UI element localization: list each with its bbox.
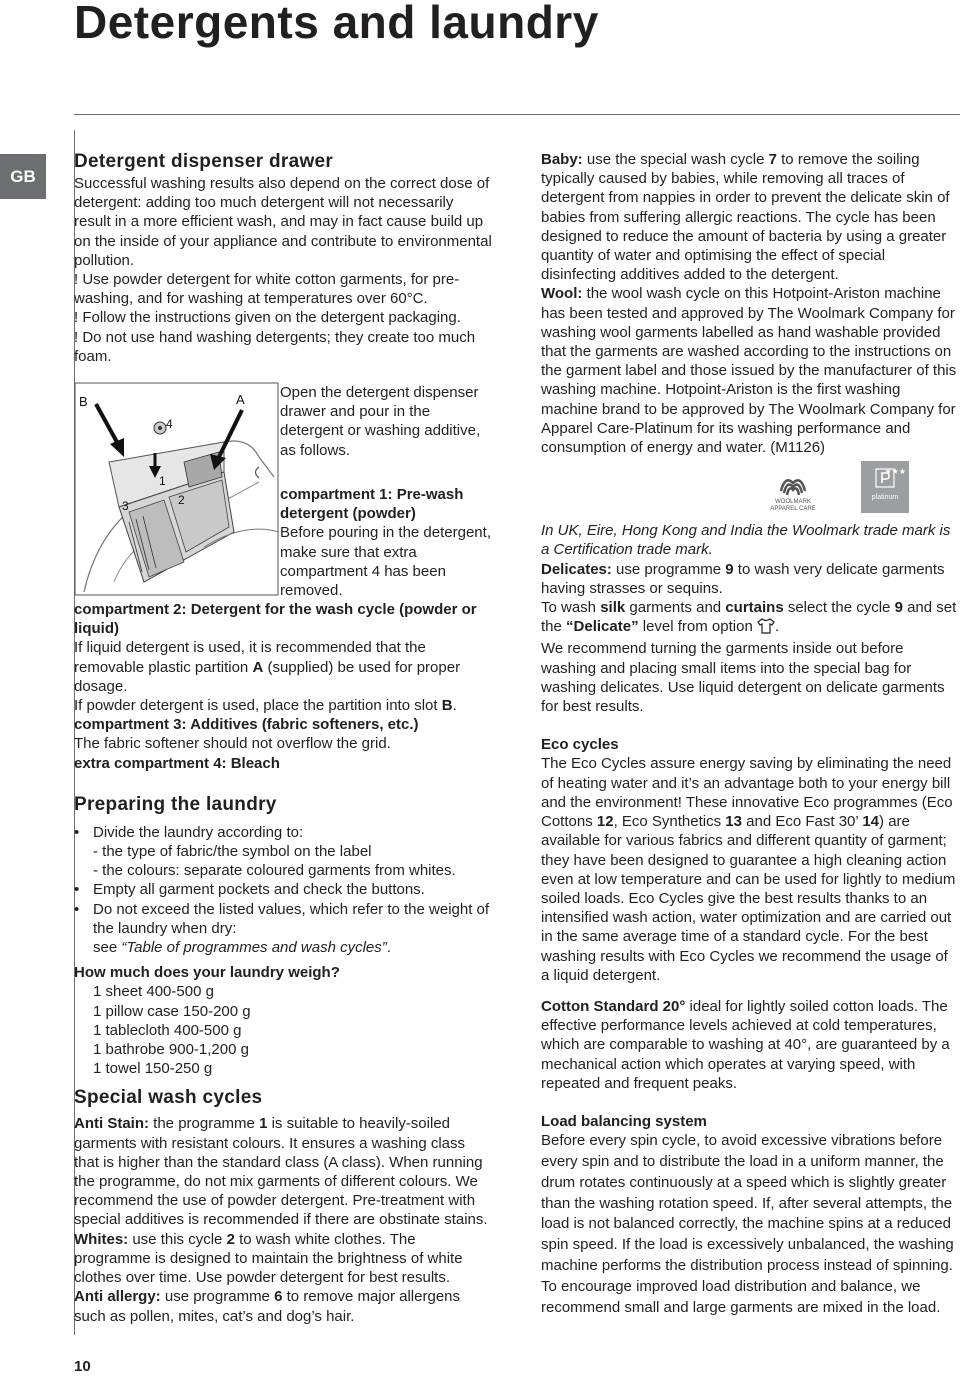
comp2-text: If liquid detergent is used, it is recommended that the removable plastic partition A (supplied) be used for proper dosage. [74, 639, 461, 695]
weights-list [74, 982, 494, 1078]
label-2: 2 [178, 493, 185, 507]
laundry-bullet-1: • Divide the laundry according to: - the type of fabric/the symbol on the label - the colours: separate coloured garments from whites. [74, 823, 494, 881]
delicates-more: We recommend turning the garments inside out before washing and placing small items into the special bag for washing delicates. Use liquid detergent on delicate garments for best results. [541, 640, 945, 716]
comp3-title: compartment 3: Additives (fabric softeners, etc.) [74, 716, 419, 734]
weight-item: 1 bathrobe 900-1,200 g [93, 1041, 249, 1059]
dispenser-note-3: ! Do not use hand washing detergents; they create too much foam. [74, 328, 476, 365]
comp2-title: compartment 2: Detergent for the wash cycle (powder or liquid) [74, 601, 477, 638]
laundry-bullet-3: • Do not exceed the listed values, which refer to the weight of the laundry when dry: see “Table of programmes and wash cycles”. [74, 900, 494, 958]
label-3: 3 [122, 499, 129, 513]
right-column [541, 150, 960, 1318]
comp2-text-powder: If powder detergent is used, place the partition into slot B. [74, 697, 457, 715]
language-tab: GB [0, 154, 46, 199]
stars-icon: ★★★ [884, 467, 906, 477]
certification-logos [731, 461, 960, 513]
label-4: 4 [166, 417, 173, 431]
laundry-see-ref: see “Table of programmes and wash cycles”. [93, 939, 391, 957]
cotton-text: Cotton Standard 20° ideal for lightly soiled cotton loads. The effective performance levels achieved at cold temperatures, which are comparable to washing at 40°, are guaranteed by a mechanical action which operates at varying speed, with repeated and frequent peaks. [541, 997, 950, 1092]
delicates-text: Delicates: use programme 9 to wash very delicate garments having strasses or sequins. [541, 560, 945, 597]
baby-text: Baby: use the special wash cycle 7 to remove the soiling typically caused by babies, while removing all traces of detergent from nappies in order to prevent the delicate skin of babies from suffering allergic reactions. The cycle has been designed to reduce the amount of bacteria by using a greater quantity of water and optimising the effect of special disinfecting additives added to the detergent. [541, 151, 950, 284]
anti-stain-text: Anti Stain: the programme 1 is suitable to heavily-soiled garments with resistant colours. It ensures a washing class that is higher than the standard class (A class). When running the programme, do not mix garments of different colours. We recommend the use of powder detergent. Pre-treatment with special additives is recommended if there are obstinate stains. [74, 1115, 488, 1229]
dispenser-drawing [74, 382, 279, 596]
laundry-bullet-2: • Empty all garment pockets and check the buttons. [74, 880, 494, 899]
dispenser-heading: Detergent dispenser drawer [74, 151, 334, 172]
weight-item: 1 pillow case 150-200 g [93, 1002, 251, 1020]
dispenser-intro: Successful washing results also depend on the correct dose of detergent: adding too much detergent will not necessarily result in a more efficient wash, and may in fact cause build up on the inside of your appliance and contribute to environmental pollution. [74, 175, 492, 269]
open-text: Open the detergent dispenser drawer and pour in the detergent or washing additive, as follows. [280, 384, 481, 459]
dispenser-note-2: ! Follow the instructions given on the detergent packaging. [74, 309, 461, 327]
anti-allergy-text: Anti allergy: use programme 6 to remove major allergens such as pollen, mites, cat’s and dog’s hair. [74, 1288, 461, 1325]
woolmark-label: WOOLMARK APPAREL CARE [770, 499, 816, 513]
wool-text: Wool: the wool wash cycle on this Hotpoint-Ariston machine has been tested and approved by The Woolmark Company for washing wool garments labelled as hand washable provided that the garments are washed according to the instructions on the garment label and those issued by the manufacturer of this washing machine. Hotpoint-Ariston is the first washing machine brand to be approved by The Woolmark Company for Apparel Care-Platinum for its washing performance and consumption of energy and water. (M1126) [541, 285, 957, 457]
page-number: 10 [74, 1358, 91, 1375]
woolmark-note: In UK, Eire, Hong Kong and India the Woolmark trade mark is a Certification trade mark. [541, 522, 951, 559]
special-heading: Special wash cycles [74, 1087, 263, 1109]
woolmark-icon [777, 469, 809, 499]
comp1-title: compartment 1: Pre-wash detergent (powder) [280, 486, 464, 523]
platinum-label: platinum [871, 493, 899, 501]
load-heading: Load balancing system [541, 1112, 707, 1130]
page-title: Detergents and laundry [74, 0, 599, 48]
silk-text: To wash silk garments and curtains select the cycle 9 and set the “Delicate” level from option . [541, 598, 960, 639]
comp4-title: extra compartment 4: Bleach [74, 754, 280, 772]
laundry-sub-2: - the colours: separate coloured garments from whites. [93, 862, 456, 880]
label-a: A [236, 392, 245, 407]
platinum-logo [861, 461, 909, 513]
weight-item: 1 tablecloth 400-500 g [93, 1021, 242, 1039]
comp1-text: Before pouring in the detergent, make sure that extra compartment 4 has been removed. [280, 524, 491, 600]
eco-text: The Eco Cycles assure energy saving by eliminating the need of heating water and it’s an advantage both to your energy bill and the environment! These innovative Eco programmes (Eco Cottons 12, Eco Synthetics 13 and Eco Fast 30’ 14) are available for various fabrics and different quantity of garment; they have been designed to guarantee a high cleaning action even at low temperature and can be used for lightly to medium soiled loads. Eco Cycles give the best results thanks to an intensified wash action, water optimization and are carried out in the same average time of a standard cycle. For the best washing results with Eco Cycles we recommend the usage of a liquid detergent. [541, 755, 956, 984]
whites-text: Whites: use this cycle 2 to wash white clothes. The programme is designed to maintain the brightness of white clothes over time. Use powder detergent for best results. [74, 1230, 463, 1287]
eco-heading: Eco cycles [541, 736, 619, 754]
woolmark-logo [731, 461, 855, 513]
dispenser-note-1: ! Use powder detergent for white cotton garments, for pre-washing, and for washing at temperatures over 60°C. [74, 271, 460, 308]
shirt-icon [757, 618, 775, 639]
label-1: 1 [159, 474, 166, 488]
left-column-lower [74, 600, 494, 1326]
left-column [74, 150, 494, 366]
load-text: Before every spin cycle, to avoid excessive vibrations before every spin and to distribute the load in a uniform manner, the drum rotates continuously at a speed which is slightly greater than the washing rotation speed. If, after several attempts, the load is not balanced correctly, the machine spins at a reduced spin speed. If the load is excessively unbalanced, the washing machine performs the distribution process instead of spinning. To encourage improved load distribution and balance, we recommend small and large garments are mixed in the load. [541, 1132, 954, 1316]
laundry-sub-1: - the type of fabric/the symbol on the label [93, 843, 372, 861]
weight-item: 1 towel 150-250 g [93, 1060, 213, 1078]
weigh-title: How much does your laundry weigh? [74, 964, 340, 982]
laundry-list [74, 823, 494, 957]
weight-item: 1 sheet 400-500 g [93, 983, 214, 1001]
title-rule [74, 114, 960, 115]
compartment-1 [280, 485, 495, 600]
dispenser-diagram [74, 382, 279, 596]
laundry-heading: Preparing the laundry [74, 793, 277, 815]
label-b: B [79, 394, 88, 409]
comp3-text: The fabric softener should not overflow the grid. [74, 735, 391, 753]
open-instructions [280, 383, 495, 460]
